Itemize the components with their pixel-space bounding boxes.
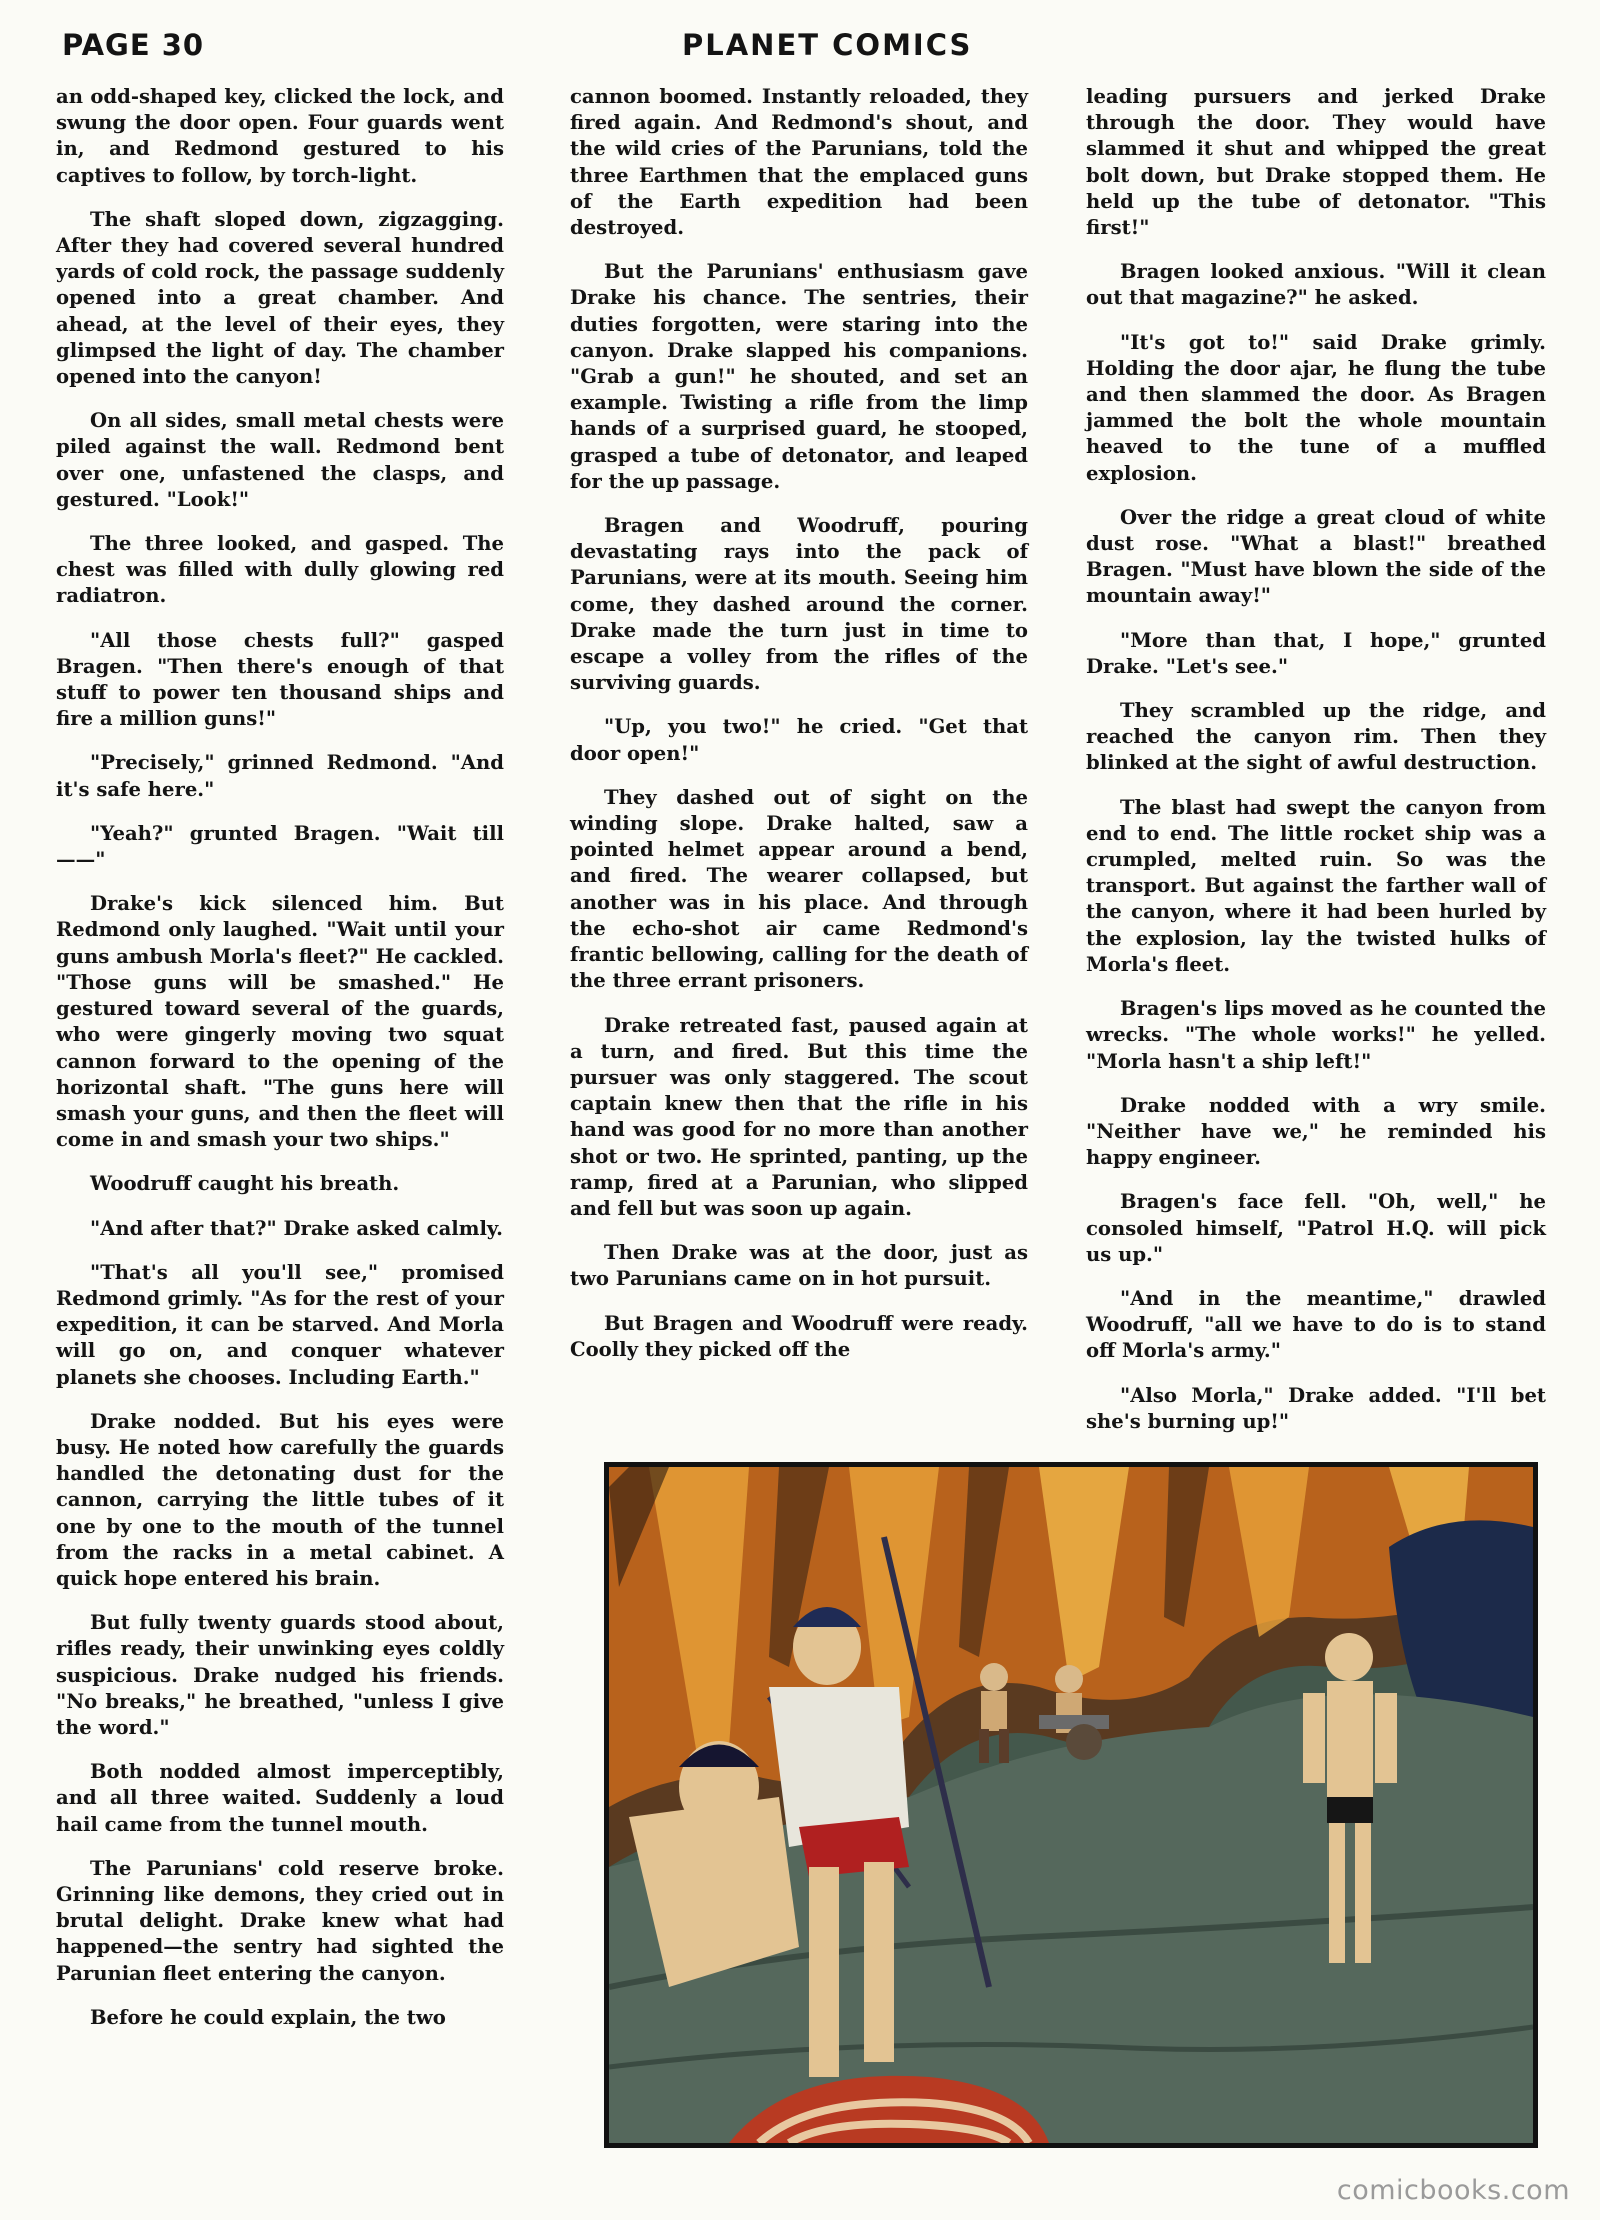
paragraph: "Yeah?" grunted Bragen. "Wait till——" (56, 821, 504, 872)
paragraph: The three looked, and gasped. The chest was filled with dully glowing red radiatron. (56, 532, 504, 608)
paragraph: Then Drake was at the door, just as two Parunians came on in hot pursuit. (570, 1241, 1028, 1291)
paragraph: On all sides, small metal chests were piled against the wall. Redmond bent over one, unfastened the clasps, and gestured. "Look!" (56, 409, 504, 511)
paragraph: But the Parunians' enthusiasm gave Drake his chance. The sentries, their duties forgotten, were staring into the canyon. Drake slapped his companions. "Grab a gun!" he shouted, and set an example. Twisting a rifle from the limp hands of a surprised guard, he stooped, grasped a tube of detonator, and leaped for the up passage. (570, 260, 1028, 493)
paragraph: an odd-shaped key, clicked the lock, and swung the door open. Four guards went in, and Redmond gestured to his captives to follow, by torch-light. (56, 85, 504, 187)
paragraph: "Precisely," grinned Redmond. "And it's safe here." (56, 751, 504, 801)
page-number: PAGE 30 (62, 28, 205, 62)
paragraph: cannon boomed. Instantly reloaded, they fired again. And Redmond's shout, and the wild cries of the Parunians, told the three Earthmen that the emplaced guns of the Earth expedition had been destroyed. (570, 85, 1028, 240)
page-header (62, 22, 1538, 72)
paragraph: Drake's kick silenced him. But Redmond only laughed. "Wait until your guns ambush Morla's fleet?" He cackled. "Those guns will be smashed." He gestured toward several of the guards, who were gingerly moving two squat cannon forward to the opening of the horizontal shaft. "The guns here will smash your guns, and then the fleet will come in and smash your two ships." (56, 892, 504, 1152)
paragraph: The Parunians' cold reserve broke. Grinning like demons, they cried out in brutal delight. Drake knew what had happened—the sentry had sighted the Parunian fleet entering the canyon. (56, 1856, 504, 1985)
text-column-3 (1086, 84, 1546, 1453)
paragraph: "It's got to!" said Drake grimly. Holding the door ajar, he flung the tube and then slammed the door. As Bragen jammed the bolt the whole mountain heaved to the tune of a muffled explosion. (1086, 330, 1546, 485)
paragraph: Over the ridge a great cloud of white dust rose. "What a blast!" breathed Bragen. "Must have blown the side of the mountain away!" (1086, 505, 1546, 608)
text-column-1 (56, 84, 504, 2049)
paragraph: But fully twenty guards stood about, rifles ready, their unwinking eyes coldly suspicious. Drake nudged his friends. "No breaks," he breathed, "unless I give the word." (56, 1611, 504, 1739)
paragraph: "That's all you'll see," promised Redmond grimly. "As for the rest of your expedition, it can be starved. And Morla will go on, and conquer whatever planets she chooses. Including Earth." (56, 1260, 504, 1389)
page-title: PLANET COMICS (682, 28, 973, 62)
paragraph: Bragen's lips moved as he counted the wrecks. "The whole works!" he yelled. "Morla hasn't a ship left!" (1086, 997, 1546, 1073)
paragraph: Drake nodded. But his eyes were busy. He noted how carefully the guards handled the detonating dust for the cannon, carrying the little tubes of it one by one to the mouth of the tunnel from the racks in a metal cabinet. A quick hope entered his brain. (56, 1409, 504, 1590)
paragraph: Before he could explain, the two (90, 2005, 446, 2029)
paragraph: Bragen looked anxious. "Will it clean out that magazine?" he asked. (1086, 260, 1546, 310)
paragraph: Bragen and Woodruff, pouring devastating rays into the pack of Parunians, were at its mouth. Seeing him come, they dashed around the corner. Drake made the turn just in time to escape a volley from the rifles of the surviving guards. (570, 514, 1028, 695)
canyon-fight-illustration (609, 1467, 1533, 2143)
paragraph: "And after that?" Drake asked calmly. (90, 1216, 503, 1240)
paragraph: The shaft sloped down, zigzagging. After they had covered several hundred yards of cold rock, the passage suddenly opened into a great chamber. And ahead, at the level of their eyes, they glimpsed the light of day. The chamber opened into the canyon! (56, 207, 504, 389)
paragraph: Drake nodded with a wry smile. "Neither have we," he reminded his happy engineer. (1086, 1093, 1546, 1170)
paragraph: They scrambled up the ridge, and reached the canyon rim. Then they blinked at the sight of awful destruction. (1086, 699, 1546, 775)
paragraph: They dashed out of sight on the winding slope. Drake halted, saw a pointed helmet appear around a bend, and fired. The wearer collapsed, but another was in his place. And through the echo-shot air came Redmond's frantic bellowing, calling for the death of the three errant prisoners. (570, 785, 1028, 993)
text-column-2 (570, 84, 1028, 1381)
paragraph: "Also Morla," Drake added. "I'll bet she's burning up!" (1086, 1383, 1546, 1433)
paragraph: "All those chests full?" gasped Bragen. "Then there's enough of that stuff to power ten thousand ships and fire a million guns!" (56, 628, 504, 731)
paragraph: Bragen's face fell. "Oh, well," he consoled himself, "Patrol H.Q. will pick us up." (1086, 1190, 1546, 1266)
paragraph: The blast had swept the canyon from end to end. The little rocket ship was a crumpled, melted ruin. So was the transport. But against the farther wall of the canyon, where it had been hurled by the explosion, lay the twisted hulks of Morla's fleet. (1086, 795, 1546, 976)
paragraph: "Up, you two!" he cried. "Get that door open!" (570, 715, 1028, 765)
watermark: comicbooks.com (1336, 2175, 1570, 2206)
paragraph: "And in the meantime," drawled Woodruff, "all we have to do is to stand off Morla's army." (1086, 1286, 1546, 1363)
paragraph: Drake retreated fast, paused again at a turn, and fired. But this time the pursuer was only staggered. The scout captain knew then that the rifle in his hand was good for no more than another shot or two. He sprinted, panting, up the ramp, fired at a Parunian, who slipped and fell but was soon up again. (570, 1013, 1028, 1220)
paragraph: leading pursuers and jerked Drake through the door. They would have slammed it shut and whipped the great bolt down, but Drake stopped them. He held up the tube of detonator. "This first!" (1086, 85, 1546, 240)
paragraph: Woodruff caught his breath. (90, 1172, 400, 1196)
paragraph: Both nodded almost imperceptibly, and all three waited. Suddenly a loud hail came from the tunnel mouth. (56, 1760, 504, 1836)
paragraph: But Bragen and Woodruff were ready. Coolly they picked off the (570, 1311, 1028, 1361)
paragraph: "More than that, I hope," grunted Drake. "Let's see." (1086, 628, 1546, 678)
comic-illustration-panel (604, 1462, 1538, 2148)
